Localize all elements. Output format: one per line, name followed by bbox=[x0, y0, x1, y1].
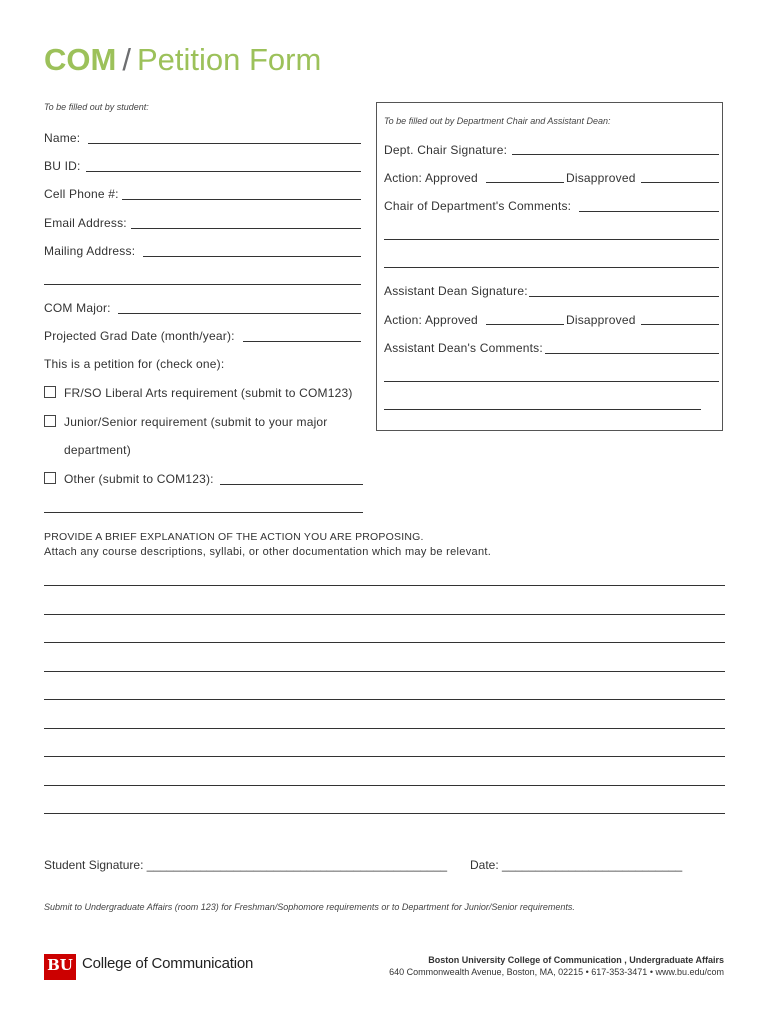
bu-logo-mark: BU bbox=[44, 954, 76, 978]
chair-comments-field[interactable] bbox=[579, 211, 719, 212]
email-label: Email Address: bbox=[44, 216, 127, 230]
chair-disapproved-field[interactable] bbox=[641, 182, 719, 183]
dean-comments-field-3[interactable] bbox=[384, 409, 701, 410]
option-junior-senior-label: Junior/Senior requirement (submit to your major bbox=[64, 415, 328, 429]
grad-date-field[interactable] bbox=[243, 341, 361, 342]
explanation-subheading: Attach any course descriptions, syllabi, or other documentation which may be relevant. bbox=[44, 546, 492, 558]
mailing-address-label: Mailing Address: bbox=[44, 244, 136, 258]
chair-comments-label: Chair of Department's Comments: bbox=[384, 199, 572, 213]
mailing-address-field-2[interactable] bbox=[44, 284, 361, 285]
other-field-2[interactable] bbox=[44, 512, 363, 513]
submission-note: Submit to Undergraduate Affairs (room 123) for Freshman/Sophomore requirements or to Department for Junior/Senior requirements. bbox=[44, 902, 575, 912]
other-field[interactable] bbox=[220, 484, 363, 485]
page-title bbox=[44, 40, 321, 80]
admin-note: To be filled out by Department Chair and Assistant Dean: bbox=[384, 116, 611, 126]
dean-disapproved-field[interactable] bbox=[641, 324, 719, 325]
explanation-line[interactable] bbox=[44, 699, 725, 700]
chair-comments-field-3[interactable] bbox=[384, 267, 719, 268]
chair-signature-field[interactable] bbox=[512, 154, 719, 155]
email-field[interactable] bbox=[131, 228, 361, 229]
date-field[interactable]: Date: ___________________________ bbox=[470, 858, 683, 872]
dean-approved-field[interactable] bbox=[486, 324, 564, 325]
checkbox-fr-so[interactable] bbox=[44, 386, 56, 398]
dean-comments-field[interactable] bbox=[545, 353, 719, 354]
petition-type-label: This is a petition for (check one): bbox=[44, 357, 225, 371]
dean-comments-label: Assistant Dean's Comments: bbox=[384, 341, 543, 355]
dean-comments-field-2[interactable] bbox=[384, 381, 719, 382]
chair-approved-field[interactable] bbox=[486, 182, 564, 183]
bu-logo-underline bbox=[44, 978, 76, 980]
chair-comments-field-2[interactable] bbox=[384, 239, 719, 240]
buid-field[interactable] bbox=[86, 171, 361, 172]
explanation-line[interactable] bbox=[44, 585, 725, 586]
chair-action-approved-label: Action: Approved bbox=[384, 171, 478, 185]
dean-signature-field[interactable] bbox=[529, 296, 719, 297]
com-major-label: COM Major: bbox=[44, 301, 111, 315]
dean-disapproved-label: Disapproved bbox=[566, 313, 636, 327]
explanation-line[interactable] bbox=[44, 671, 725, 672]
grad-date-label: Projected Grad Date (month/year): bbox=[44, 329, 235, 343]
mailing-address-field[interactable] bbox=[143, 256, 361, 257]
option-junior-senior-label-cont: department) bbox=[64, 443, 131, 457]
explanation-line[interactable] bbox=[44, 614, 725, 615]
name-label: Name: bbox=[44, 131, 81, 145]
buid-label: BU ID: bbox=[44, 159, 81, 173]
explanation-line[interactable] bbox=[44, 728, 725, 729]
explanation-line[interactable] bbox=[44, 813, 725, 814]
dean-action-approved-label: Action: Approved bbox=[384, 313, 478, 327]
checkbox-other[interactable] bbox=[44, 472, 56, 484]
explanation-heading: PROVIDE A BRIEF EXPLANATION OF THE ACTION YOU ARE PROPOSING. bbox=[44, 531, 424, 543]
title-rest: Petition Form bbox=[136, 42, 322, 77]
org-name: Boston University College of Communication , Undergraduate Affairs bbox=[428, 955, 724, 965]
option-fr-so-label: FR/SO Liberal Arts requirement (submit to COM123) bbox=[64, 386, 353, 400]
com-major-field[interactable] bbox=[118, 313, 361, 314]
chair-disapproved-label: Disapproved bbox=[566, 171, 636, 185]
dean-signature-label: Assistant Dean Signature: bbox=[384, 284, 528, 298]
option-other-label: Other (submit to COM123): bbox=[64, 472, 214, 486]
title-com: COM bbox=[44, 42, 117, 77]
explanation-line[interactable] bbox=[44, 642, 725, 643]
explanation-line[interactable] bbox=[44, 785, 725, 786]
cell-phone-field[interactable] bbox=[122, 199, 361, 200]
chair-signature-label: Dept. Chair Signature: bbox=[384, 143, 508, 157]
student-note: To be filled out by student: bbox=[44, 102, 149, 112]
college-logo-text: College of Communication bbox=[82, 955, 254, 972]
student-signature-field[interactable]: Student Signature: _____________________________________________ bbox=[44, 858, 448, 872]
cell-phone-label: Cell Phone #: bbox=[44, 187, 119, 201]
explanation-line[interactable] bbox=[44, 756, 725, 757]
title-slash: / bbox=[122, 42, 131, 77]
checkbox-junior-senior[interactable] bbox=[44, 415, 56, 427]
address-line: 640 Commonwealth Avenue, Boston, MA, 02215 • 617-353-3471 • www.bu.edu/com bbox=[389, 967, 724, 977]
name-field[interactable] bbox=[88, 143, 361, 144]
